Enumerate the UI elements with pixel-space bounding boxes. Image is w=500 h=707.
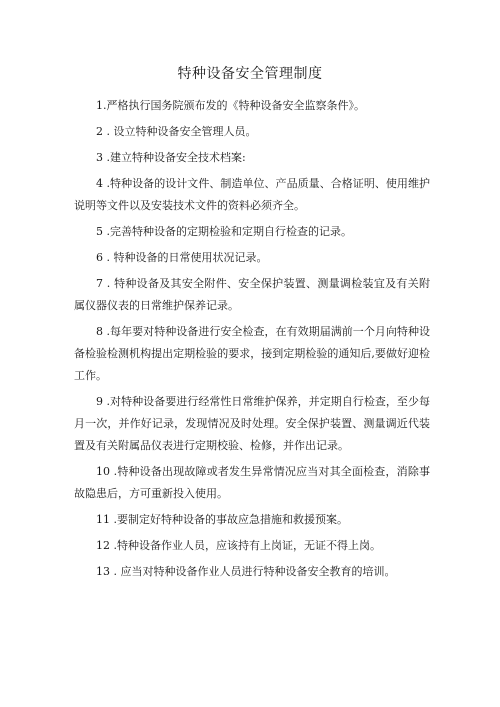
document-title: 特种设备安全管理制度 [177,66,323,82]
paragraph-9: 9 .对特种设备要进行经常性日常维护保养，并定期自行检查，至少每月一次，并作好记录，发现情况及时处理。安全保护装置、测量调近代装置及有关附属品仪表进行定期校验、检修，并作出记录。 [74,395,430,452]
paragraph-10: 10 .特种设备出现故障或者发生异常情况应当对其全面检查，消除事故隐患后，方可重新投入使用。 [74,465,430,500]
paragraph-8: 8 .每年要对特种设备进行安全检查，在有效期届满前一个月向特种设备检验检测机构提出定期检验的要求，接到定期检验的通知后,要做好迎检工作。 [74,325,430,382]
paragraph-2: 2 . 设立特种设备安全管理人员。 [96,125,257,138]
document-body [74,95,430,587]
paragraph-13: 13 . 应当对特种设备作业人员进行特种设备安全教育的培训。 [96,565,396,578]
paragraph-4: 4 .特种设备的设计文件、制造单位、产品质量、合格证明、使用维护说明等文件以及安装技术文件的资料必须齐全。 [74,177,430,212]
paragraph-12: 12 .特种设备作业人员，应该持有上岗证，无证不得上岗。 [96,539,381,552]
paragraph-7: 7 . 特种设备及其安全附件、安全保护装置、测量调检装宜及有关附属仪器仪表的日常维护保养记录。 [74,277,430,312]
paragraph-1: 1.严格执行国务院颁布发的《特种设备安全监察条件》。 [96,99,365,112]
paragraph-6: 6 . 特种设备的日常使用状况记录。 [96,251,268,264]
paragraph-5: 5 .完善特种设备的定期检验和定期自行检查的记录。 [96,225,352,238]
paragraph-3: 3 .建立特种设备安全技术档案: [96,151,246,164]
paragraph-11: 11 .要制定好特种设备的事故应急措施和救援预案。 [96,513,348,526]
